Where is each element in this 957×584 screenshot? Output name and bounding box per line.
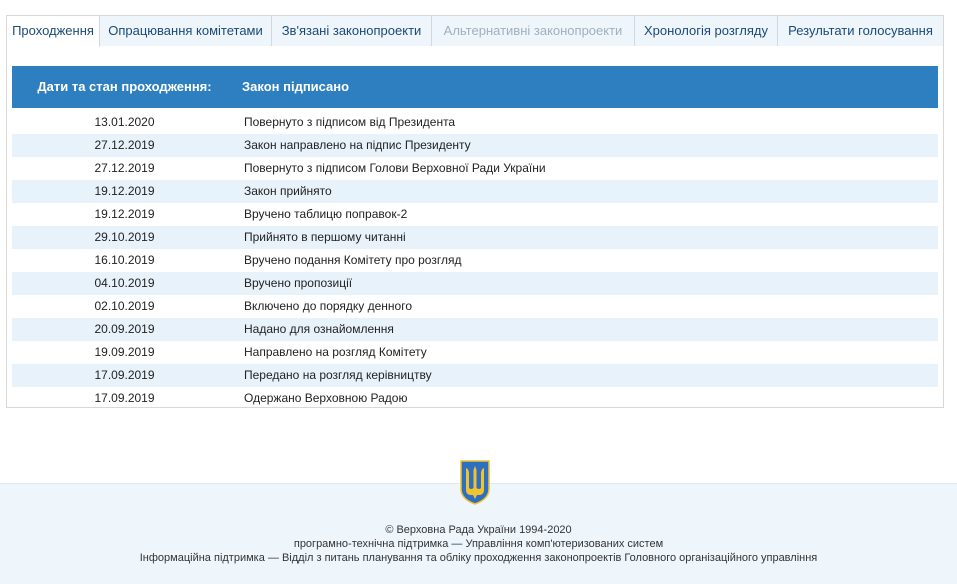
table-row — [12, 203, 938, 226]
footer-info-support: Інформаційна підтримка — Відділ з питань планування та обліку проходження законопроектів Головного організаційного управління — [139, 552, 818, 564]
row-date: 27.12.2019 — [94, 161, 155, 175]
header-status-label: Закон підписано — [242, 79, 350, 94]
tab-committee-processing[interactable]: Опрацювання комітетами — [100, 16, 272, 46]
row-event: Надано для ознайомлення — [244, 322, 394, 336]
row-event: Передано на розгляд керівництву — [244, 368, 432, 382]
row-date: 02.10.2019 — [94, 299, 155, 313]
table-row — [12, 226, 938, 249]
table-row — [12, 134, 938, 157]
row-event: Вручено пропозиції — [244, 276, 353, 290]
table-row — [12, 295, 938, 318]
row-date: 19.12.2019 — [94, 184, 155, 198]
row-date: 29.10.2019 — [94, 230, 155, 244]
table-header — [12, 66, 938, 108]
row-date: 17.09.2019 — [94, 391, 155, 405]
footer-text — [0, 523, 957, 565]
table-row — [12, 318, 938, 341]
tab-related-bills[interactable]: Зв'язані законопроекти — [272, 16, 432, 46]
ukraine-trident-icon — [459, 459, 491, 505]
row-event: Вручено таблицю поправок-2 — [244, 207, 408, 221]
row-event: Повернуто з підписом Голови Верховної Ради України — [244, 161, 546, 175]
tab-alternative-bills[interactable]: Альтернативні законопроекти — [432, 16, 635, 46]
tab-voting-results[interactable]: Результати голосування — [778, 16, 943, 46]
row-date: 16.10.2019 — [94, 253, 155, 267]
table-row — [12, 180, 938, 203]
header-date-label: Дати та стан проходження: — [37, 79, 212, 94]
footer-tech-support: програмно-технічна підтримка — Управління комп'ютеризованих систем — [293, 538, 664, 550]
row-event: Повернуто з підписом від Президента — [244, 115, 456, 129]
row-date: 20.09.2019 — [94, 322, 155, 336]
table-row — [12, 157, 938, 180]
row-date: 17.09.2019 — [94, 368, 155, 382]
progress-table — [12, 111, 938, 410]
table-row — [12, 341, 938, 364]
table-row — [12, 272, 938, 295]
row-event: Закон направлено на підпис Президенту — [244, 138, 471, 152]
table-row — [12, 387, 938, 410]
table-row — [12, 364, 938, 387]
row-event: Включено до порядку денного — [244, 299, 413, 313]
row-date: 19.12.2019 — [94, 207, 155, 221]
row-date: 27.12.2019 — [94, 138, 155, 152]
bill-progress-panel — [6, 15, 944, 408]
row-event: Закон прийнято — [244, 184, 332, 198]
row-date: 19.09.2019 — [94, 345, 155, 359]
table-row — [12, 111, 938, 134]
row-event: Вручено подання Комітету про розгляд — [244, 253, 462, 267]
tab-review-chronology[interactable]: Хронологія розгляду — [635, 16, 778, 46]
table-row — [12, 249, 938, 272]
tab-progress[interactable]: Проходження — [7, 16, 100, 47]
tab-bar — [7, 16, 943, 46]
row-date: 04.10.2019 — [94, 276, 155, 290]
row-event: Направлено на розгляд Комітету — [244, 345, 427, 359]
row-date: 13.01.2020 — [94, 115, 155, 129]
row-event: Прийнято в першому читанні — [244, 230, 406, 244]
footer-copyright: © Верховна Рада України 1994-2020 — [385, 524, 572, 536]
row-event: Одержано Верховною Радою — [244, 391, 408, 405]
